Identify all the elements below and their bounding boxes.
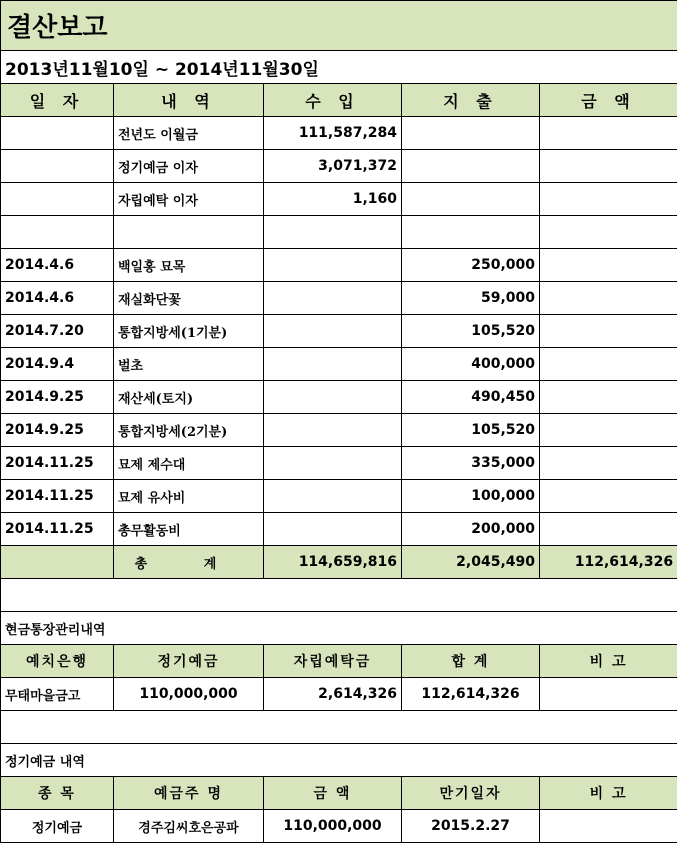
ledger-expense-cell: 105,520 — [402, 315, 540, 348]
ledger-description-cell: 전년도 이월금 — [114, 117, 264, 150]
fixed-section-title-row — [1, 744, 677, 777]
ledger-header-row — [1, 84, 677, 117]
ledger-expense-cell: 400,000 — [402, 348, 540, 381]
period-row — [1, 51, 677, 84]
ledger-description-cell: 벌초 — [114, 348, 264, 381]
cash-bank-cell: 무태마을금고 — [1, 678, 114, 711]
header-date: 일 자 — [1, 84, 114, 117]
ledger-amount-cell — [540, 117, 677, 150]
total-expense: 2,045,490 — [402, 546, 540, 579]
ledger-expense-cell — [402, 150, 540, 183]
fixed-header-type: 종 목 — [1, 777, 114, 810]
ledger-date-cell: 2014.7.20 — [1, 315, 114, 348]
ledger-amount-cell — [540, 315, 677, 348]
ledger-income-cell — [264, 513, 402, 546]
ledger-amount-cell — [540, 447, 677, 480]
ledger-amount-cell — [540, 282, 677, 315]
blank-cell — [1, 579, 677, 612]
fixed-header-holder: 예금주 명 — [114, 777, 264, 810]
ledger-description-cell: 묘제 유사비 — [114, 480, 264, 513]
ledger-income-cell — [264, 381, 402, 414]
total-income: 114,659,816 — [264, 546, 402, 579]
ledger-description-cell: 재산세(토지) — [114, 381, 264, 414]
ledger-income-cell — [264, 480, 402, 513]
ledger-expense-cell: 250,000 — [402, 249, 540, 282]
ledger-income-cell — [264, 447, 402, 480]
cash-savings-cell: 2,614,326 — [264, 678, 402, 711]
ledger-expense-cell: 490,450 — [402, 381, 540, 414]
ledger-row — [1, 381, 677, 414]
ledger-date-cell: 2014.9.25 — [1, 381, 114, 414]
fixed-amount-cell: 110,000,000 — [264, 810, 402, 843]
ledger-amount-cell — [540, 414, 677, 447]
ledger-income-cell: 1,160 — [264, 183, 402, 216]
ledger-date-cell — [1, 216, 114, 249]
ledger-row — [1, 513, 677, 546]
ledger-amount-cell — [540, 381, 677, 414]
cash-header-savings: 자립예탁금 — [264, 645, 402, 678]
cash-section-title: 현금통장관리내역 — [1, 612, 677, 645]
ledger-expense-cell: 200,000 — [402, 513, 540, 546]
fixed-row — [1, 810, 677, 843]
cash-header-note: 비 고 — [540, 645, 677, 678]
cash-header-deposit: 정기예금 — [114, 645, 264, 678]
total-label: 총 계 — [114, 546, 264, 579]
ledger-expense-cell: 59,000 — [402, 282, 540, 315]
ledger-description-cell: 통합지방세(2기분) — [114, 414, 264, 447]
ledger-income-cell — [264, 414, 402, 447]
fixed-section-title: 정기예금 내역 — [1, 744, 677, 777]
ledger-income-cell: 3,071,372 — [264, 150, 402, 183]
header-expense: 지 출 — [402, 84, 540, 117]
ledger-date-cell: 2014.4.6 — [1, 282, 114, 315]
ledger-description-cell: 총무활동비 — [114, 513, 264, 546]
ledger-row — [1, 150, 677, 183]
ledger-expense-cell — [402, 117, 540, 150]
ledger-income-cell — [264, 348, 402, 381]
fixed-header-row — [1, 777, 677, 810]
ledger-income-cell — [264, 249, 402, 282]
cash-note-cell — [540, 678, 677, 711]
ledger-expense-cell — [402, 183, 540, 216]
total-amount: 112,614,326 — [540, 546, 677, 579]
ledger-description-cell: 재실화단꽃 — [114, 282, 264, 315]
ledger-date-cell — [1, 117, 114, 150]
header-amount: 금 액 — [540, 84, 677, 117]
fixed-note-cell — [540, 810, 677, 843]
ledger-income-cell — [264, 282, 402, 315]
fixed-maturity-cell: 2015.2.27 — [402, 810, 540, 843]
ledger-date-cell: 2014.9.4 — [1, 348, 114, 381]
fixed-holder-cell: 경주김씨호은공파 — [114, 810, 264, 843]
cash-header-bank: 예치은행 — [1, 645, 114, 678]
header-description: 내 역 — [114, 84, 264, 117]
ledger-date-cell — [1, 150, 114, 183]
ledger-date-cell: 2014.4.6 — [1, 249, 114, 282]
ledger-expense-cell — [402, 216, 540, 249]
ledger-row — [1, 216, 677, 249]
ledger-amount-cell — [540, 216, 677, 249]
cash-sum-cell: 112,614,326 — [402, 678, 540, 711]
cash-deposit-cell: 110,000,000 — [114, 678, 264, 711]
blank-row — [1, 579, 677, 612]
ledger-row — [1, 249, 677, 282]
ledger-date-cell: 2014.11.25 — [1, 447, 114, 480]
fixed-type-cell: 정기예금 — [1, 810, 114, 843]
ledger-row — [1, 447, 677, 480]
ledger-description-cell: 백일홍 묘목 — [114, 249, 264, 282]
cash-row — [1, 678, 677, 711]
cash-section-title-row — [1, 612, 677, 645]
ledger-amount-cell — [540, 249, 677, 282]
report-period: 2013년11월10일 ~ 2014년11월30일 — [1, 51, 677, 84]
ledger-row — [1, 183, 677, 216]
title-row — [1, 1, 677, 51]
blank-cell — [1, 711, 677, 744]
ledger-row — [1, 117, 677, 150]
ledger-description-cell: 통합지방세(1기분) — [114, 315, 264, 348]
ledger-description-cell: 묘제 제수대 — [114, 447, 264, 480]
ledger-amount-cell — [540, 150, 677, 183]
ledger-date-cell: 2014.11.25 — [1, 513, 114, 546]
ledger-expense-cell: 100,000 — [402, 480, 540, 513]
ledger-row — [1, 315, 677, 348]
ledger-amount-cell — [540, 348, 677, 381]
ledger-income-cell — [264, 216, 402, 249]
blank-row — [1, 711, 677, 744]
ledger-date-cell: 2014.11.25 — [1, 480, 114, 513]
ledger-description-cell: 정기예금 이자 — [114, 150, 264, 183]
cash-header-sum: 합 계 — [402, 645, 540, 678]
total-empty-cell — [1, 546, 114, 579]
fixed-header-note: 비 고 — [540, 777, 677, 810]
fixed-header-amount: 금 액 — [264, 777, 402, 810]
cash-header-row — [1, 645, 677, 678]
ledger-amount-cell — [540, 183, 677, 216]
ledger-date-cell: 2014.9.25 — [1, 414, 114, 447]
ledger-amount-cell — [540, 513, 677, 546]
ledger-description-cell: 자립예탁 이자 — [114, 183, 264, 216]
ledger-date-cell — [1, 183, 114, 216]
ledger-expense-cell: 335,000 — [402, 447, 540, 480]
ledger-total-row — [1, 546, 677, 579]
ledger-row — [1, 282, 677, 315]
ledger-income-cell: 111,587,284 — [264, 117, 402, 150]
ledger-income-cell — [264, 315, 402, 348]
ledger-row — [1, 480, 677, 513]
ledger-amount-cell — [540, 480, 677, 513]
ledger-expense-cell: 105,520 — [402, 414, 540, 447]
header-income: 수 입 — [264, 84, 402, 117]
ledger-row — [1, 414, 677, 447]
report-title: 결산보고 — [1, 1, 677, 51]
ledger-row — [1, 348, 677, 381]
fixed-header-maturity: 만기일자 — [402, 777, 540, 810]
ledger-description-cell — [114, 216, 264, 249]
